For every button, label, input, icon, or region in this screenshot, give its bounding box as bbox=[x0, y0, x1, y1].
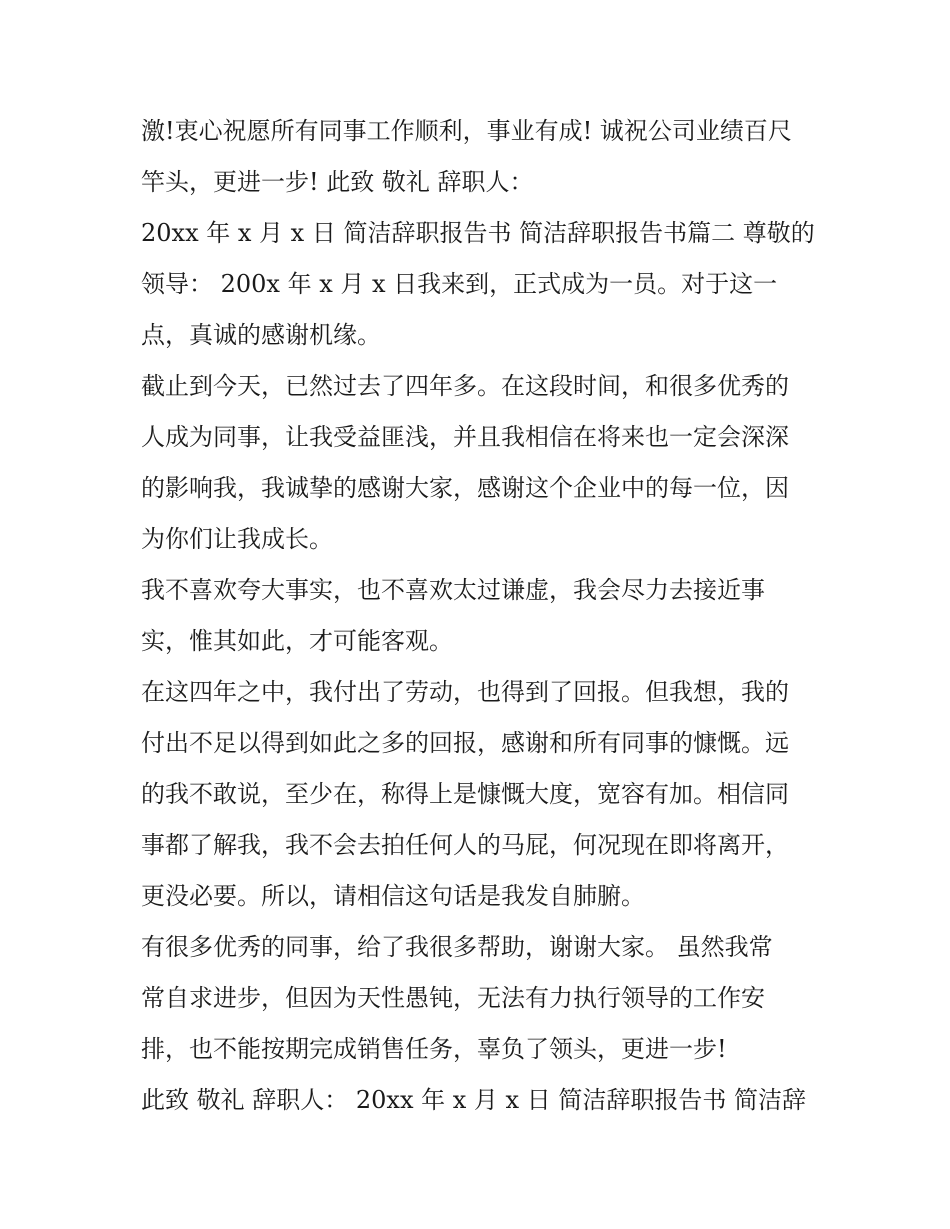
text-line: 点，真诚的感谢机缘。 bbox=[141, 321, 381, 349]
text-line: 事都了解我，我不会去拍任何人的马屁，何况现在即将离开， bbox=[141, 831, 789, 859]
text-line: 在这四年之中，我付出了劳动，也得到了回报。但我想，我的 bbox=[141, 678, 789, 706]
text-line: 的影响我，我诚挚的感谢大家，感谢这个企业中的每一位，因 bbox=[141, 474, 789, 502]
text-line: 更没必要。所以，请相信这句话是我发自肺腑。 bbox=[141, 882, 645, 910]
text-line: 20xx 年 x 月 x 日 简洁辞职报告书 简洁辞职报告书篇二 尊敬的 bbox=[141, 219, 815, 247]
text-line: 激!衷心祝愿所有同事工作顺利，事业有成! 诚祝公司业绩百尺 bbox=[141, 117, 792, 145]
text-line: 有很多优秀的同事，给了我很多帮助，谢谢大家。 虽然我常 bbox=[141, 933, 773, 961]
text-line: 竿头，更进一步! 此致 敬礼 辞职人： bbox=[141, 168, 534, 196]
text-line: 常自求进步，但因为天性愚钝，无法有力执行领导的工作安 bbox=[141, 984, 765, 1012]
text-line: 我不喜欢夸大事实，也不喜欢太过谦虚，我会尽力去接近事 bbox=[141, 576, 765, 604]
text-line: 截止到今天，已然过去了四年多。在这段时间，和很多优秀的 bbox=[141, 372, 789, 400]
document-body bbox=[141, 106, 821, 1126]
text-line: 实，惟其如此，才可能客观。 bbox=[141, 627, 453, 655]
text-line: 人成为同事，让我受益匪浅，并且我相信在将来也一定会深深 bbox=[141, 423, 789, 451]
text-line: 此致 敬礼 辞职人： 20xx 年 x 月 x 日 简洁辞职报告书 简洁辞 bbox=[141, 1086, 806, 1114]
text-line: 为你们让我成长。 bbox=[141, 525, 333, 553]
text-line: 排，也不能按期完成销售任务，辜负了领头，更进一步! bbox=[141, 1035, 727, 1063]
text-line: 领导： 200x 年 x 月 x 日我来到，正式成为一员。对于这一 bbox=[141, 270, 778, 298]
text-line: 的我不敢说，至少在，称得上是慷慨大度，宽容有加。相信同 bbox=[141, 780, 789, 808]
text-line: 付出不足以得到如此之多的回报，感谢和所有同事的慷慨。远 bbox=[141, 729, 789, 757]
